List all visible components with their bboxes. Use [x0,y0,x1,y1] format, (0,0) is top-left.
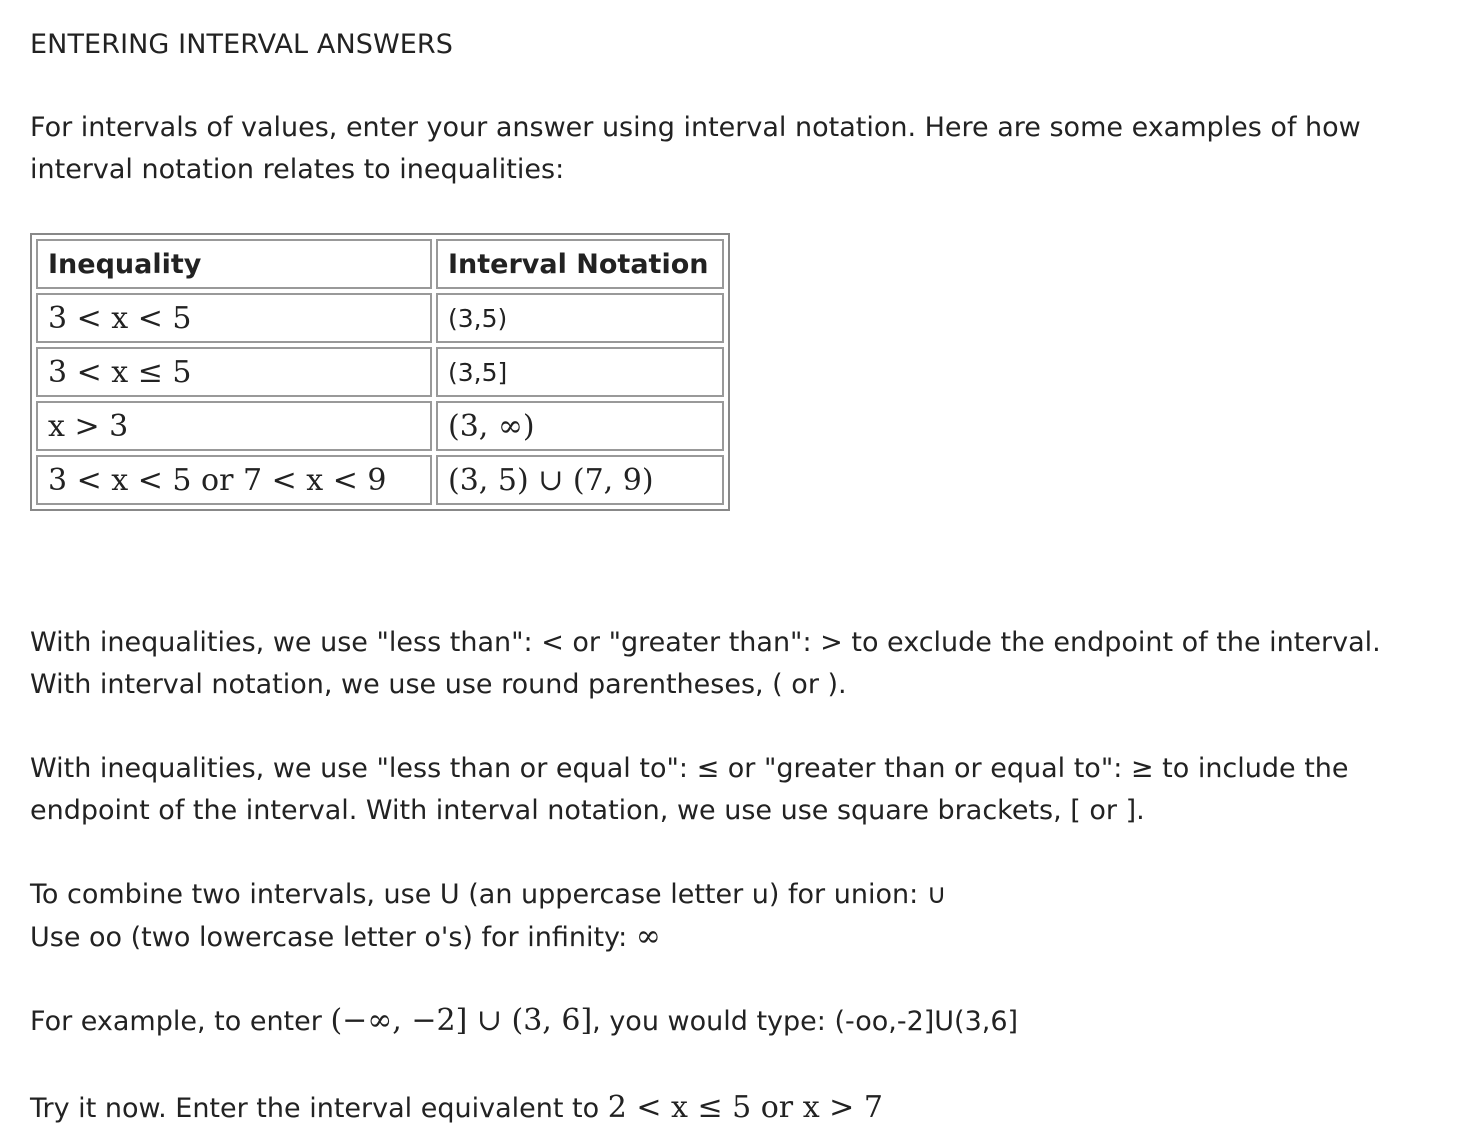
example-prefix: For example, to enter [30,1006,331,1037]
header-interval-notation: Interval Notation [436,239,724,289]
table-row [36,347,724,397]
inequality-cell [36,293,432,343]
try-math: 2 < x ≤ 5 or x > 7 [607,1090,883,1125]
intro-paragraph: For intervals of values, enter your answer using interval notation. Here are some examples of how interval notation relates to inequalities: [30,112,1361,185]
table-row [36,401,724,451]
inequality-cell [36,455,432,505]
try-prefix: Try it now. Enter the interval equivalent to [30,1093,608,1124]
try-paragraph [30,1087,1430,1130]
example-math: (−∞, −2] ∪ (3, 6] [330,1003,593,1038]
inequality-cell [36,347,432,397]
inequality-text: 3 < x < 5 [48,300,192,336]
interval-cell: (3, 5) ∪ (7, 9) [436,455,724,505]
examples-table [30,233,730,511]
union-symbol: ∪ [926,879,947,910]
infinity-symbol: ∞ [635,919,661,954]
union-instruction: To combine two intervals, use U (an uppercase letter u) for union: [30,879,927,910]
interval-cell: (3,5] [436,347,724,397]
include-paragraph: With inequalities, we use "less than or equal to": ≤ or "greater than or equal to": ≥ to include the endpoint of the interval. With interval notation, we use use square brackets, [ or ]. [30,753,1349,826]
table-header-row [36,239,724,289]
header-inequality: Inequality [36,239,432,289]
page-title: ENTERING INTERVAL ANSWERS [30,29,454,60]
interval-cell: (3,5) [436,293,724,343]
example-suffix: , you would type: (-oo,-2]U(3,6] [592,1006,1019,1037]
inequality-text: x > 3 [48,408,129,444]
inequality-text: 3 < x < 5 or 7 < x < 9 [48,462,387,498]
table-row [36,455,724,505]
exclude-paragraph: With inequalities, we use "less than": < or "greater than": > to exclude the endpoint of the interval. With interval notation, we use use round parentheses, ( or ). [30,627,1381,700]
inequality-text: 3 < x ≤ 5 [48,354,192,390]
example-paragraph [30,1000,1430,1043]
inequality-cell [36,401,432,451]
table-row [36,293,724,343]
infinity-instruction: Use oo (two lowercase letter o's) for infinity: [30,922,636,953]
union-paragraph [30,874,1430,959]
interval-cell: (3, ∞) [436,401,724,451]
